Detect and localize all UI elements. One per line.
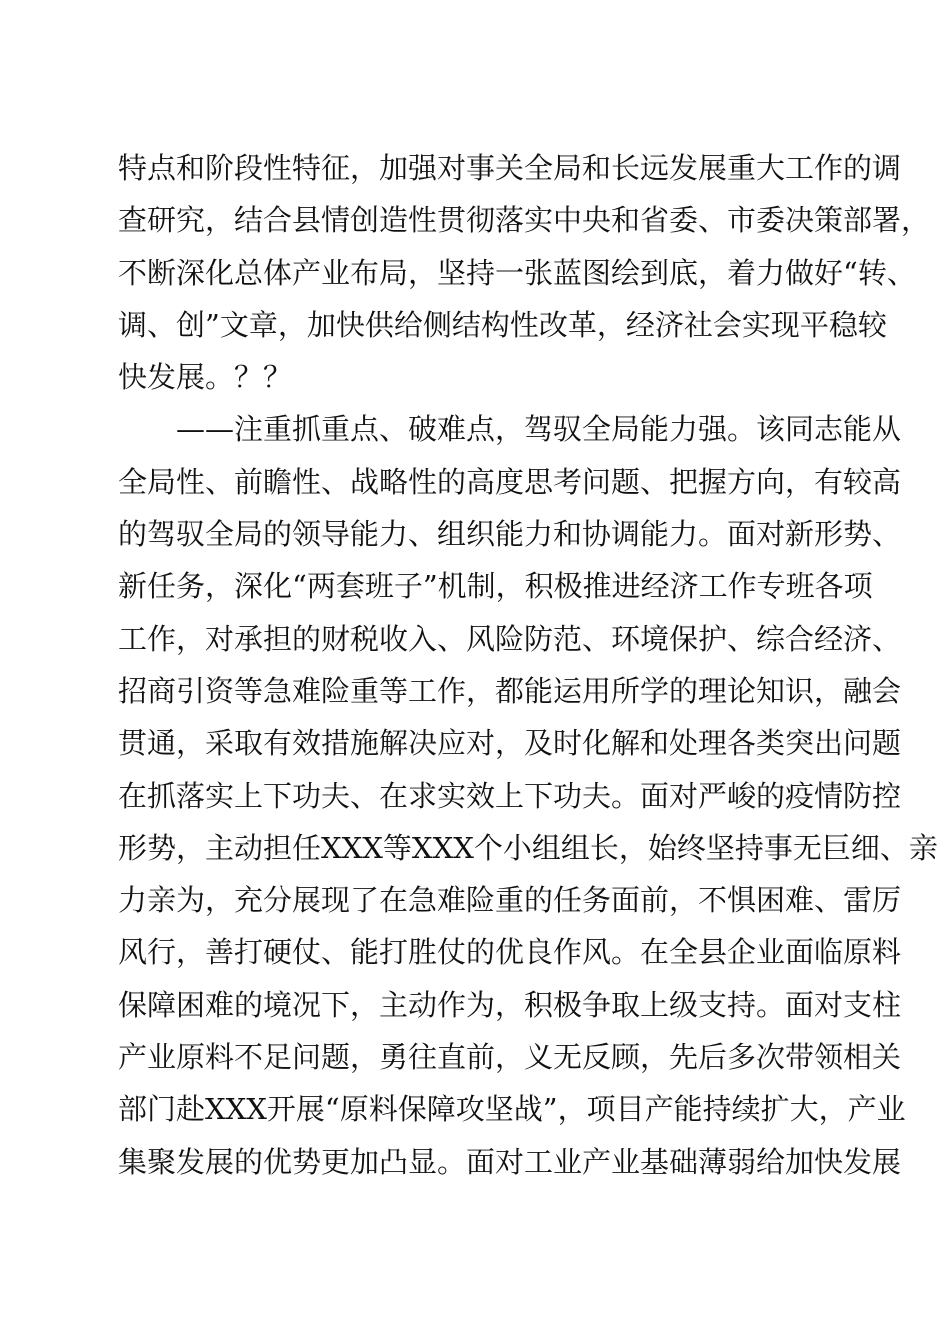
- text-line: 的驾驭全局的领导能力、组织能力和协调能力。面对新形势、: [118, 517, 902, 552]
- text-line: 贯通，采取有效措施解决应对，及时化解和处理各类突出问题: [118, 726, 902, 761]
- text-line: 新任务，深化“两套班子”机制，积极推进经济工作专班各项: [118, 569, 873, 604]
- text-line: 特点和阶段性特征，加强对事关全局和长远发展重大工作的调: [118, 151, 902, 185]
- text-line: 形势，主动担任XXX等XXX个小组组长，始终坚持事无巨细、亲: [118, 830, 938, 865]
- text-line: 在抓落实上下功夫、在求实效上下功夫。面对严峻的疫情防控: [118, 778, 902, 813]
- text-line: 力亲为，充分展现了在急难险重的任务面前，不惧困难、雷厉: [118, 883, 902, 918]
- paragraph-first-line: ——注重抓重点、破难点，驾驭全局能力强。该同志能从: [176, 412, 902, 447]
- text-line: 查研究，结合县情创造性贯彻落实中央和省委、市委决策部署，: [118, 203, 931, 238]
- document-body: [118, 142, 938, 1188]
- text-line: 部门赴XXX开展“原料保障攻坚战”，项目产能持续扩大，产业: [118, 1092, 906, 1127]
- text-line: 不断深化总体产业布局，坚持一张蓝图绘到底，着力做好“转、: [118, 255, 916, 290]
- text-line: 风行，善打硬仗、能打胜仗的优良作风。在全县企业面临原料: [118, 935, 902, 970]
- text-line: 保障困难的境况下，主动作为，积极争取上级支持。面对支柱: [118, 987, 902, 1022]
- text-line: 产业原料不足问题，勇往直前，义无反顾，先后多次带领相关: [118, 1040, 902, 1075]
- text-line: 集聚发展的优势更加凸显。面对工业产业基础薄弱给加快发展: [118, 1144, 902, 1179]
- text-line: 全局性、前瞻性、战略性的高度思考问题、把握方向，有较高: [118, 464, 902, 499]
- text-line: 招商引资等急难险重等工作，都能运用所学的理论知识，融会: [118, 673, 902, 708]
- text-line: 调、创”文章，加快供给侧结构性改革，经济社会实现平稳较: [118, 307, 887, 342]
- text-line: 快发展。？？: [118, 360, 293, 395]
- text-line: 工作，对承担的财税收入、风险防范、环境保护、综合经济、: [118, 621, 902, 656]
